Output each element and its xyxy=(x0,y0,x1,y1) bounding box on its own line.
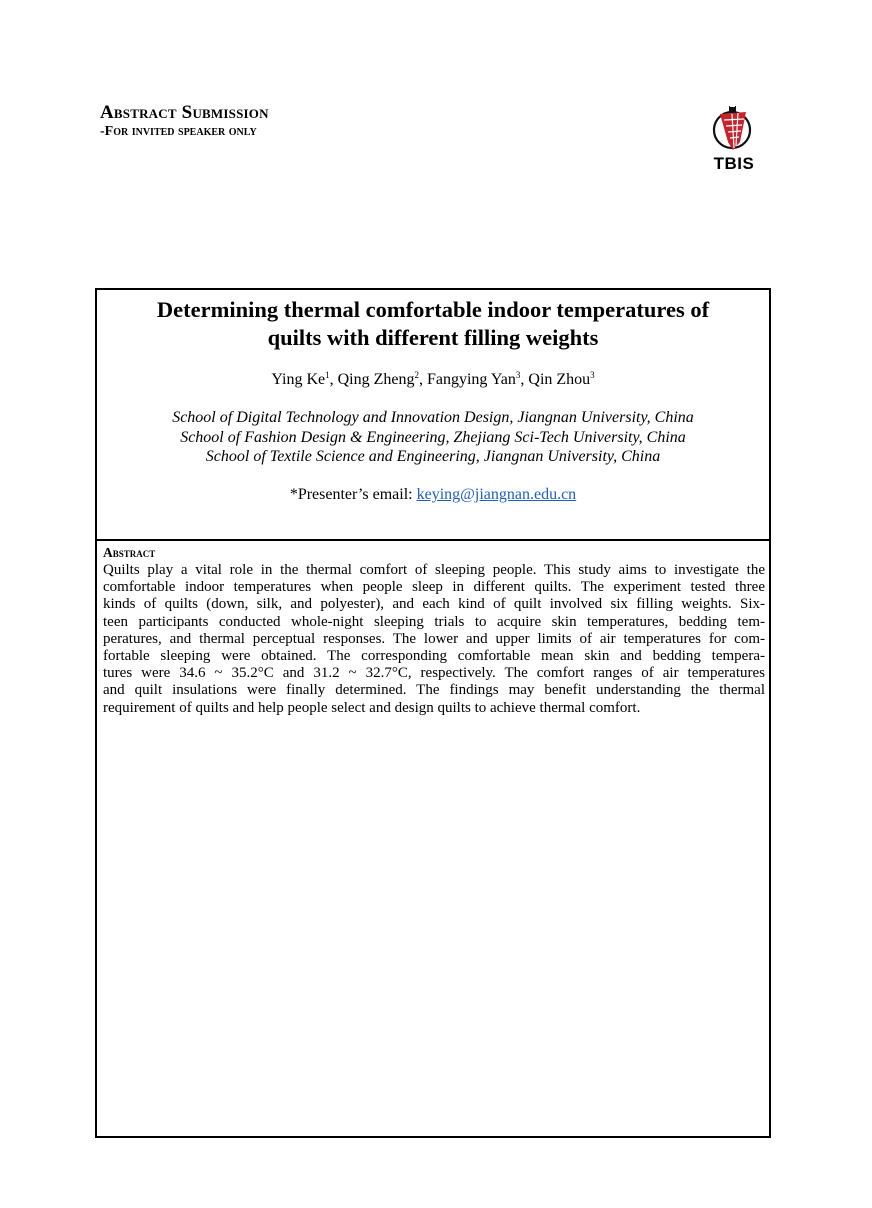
abstract-line: requirement of quilts and help people select and design quilts to achieve thermal comfort. xyxy=(103,699,641,716)
author-separator: , xyxy=(520,371,529,388)
header-subtitle: -For invited speaker only xyxy=(100,124,257,139)
paper-title xyxy=(97,296,769,352)
email-label: *Presenter’s email: xyxy=(289,486,417,503)
author-name: Fangying Yan xyxy=(426,371,516,388)
presenter-email-line xyxy=(97,486,769,504)
affiliation: School of Textile Science and Engineering, Jiangnan University, China xyxy=(205,448,661,465)
title-line: Determining thermal comfortable indoor temperatures of xyxy=(156,297,710,322)
abstract-line: fortable sleeping were obtained. The corresponding comfortable mean skin and bedding tempera- xyxy=(103,648,765,665)
author-name: Qin Zhou xyxy=(528,371,591,388)
header-title: Abstract Submission xyxy=(100,102,269,123)
abstract-line: kinds of quilts (down, silk, and polyester), and each kind of quilt involved six filling weights. Six- xyxy=(103,596,765,613)
title-line: quilts with different filling weights xyxy=(267,325,599,350)
author-name: Qing Zheng xyxy=(337,371,415,388)
affiliation-list xyxy=(97,408,769,467)
abstract-body xyxy=(103,562,765,717)
abstract-heading: Abstract xyxy=(103,545,156,560)
abstract-line: comfortable indoor temperatures when people sleep in different quilts. The experiment tested three xyxy=(103,579,765,596)
author-affil-index: 3 xyxy=(515,370,521,380)
author-affil-index: 1 xyxy=(325,370,330,380)
author-affil-index: 3 xyxy=(590,370,595,380)
abstract-line: peratures, and thermal perceptual responses. The lower and upper limits of air temperatures for com- xyxy=(103,630,765,647)
author-separator: , xyxy=(418,371,427,388)
author-name: Ying Ke xyxy=(271,371,326,388)
abstract-line: tures were 34.6 ~ 35.2°C and 31.2 ~ 32.7°C, respectively. The comfort ranges of air temperatures xyxy=(103,665,765,682)
logo-text: TBIS xyxy=(713,154,755,173)
abstract-box xyxy=(95,539,771,1138)
tbis-logo xyxy=(706,104,762,176)
abstract-line: Quilts play a vital role in the thermal comfort of sleeping people. This study aims to investigate the xyxy=(103,562,765,578)
author-separator: , xyxy=(329,371,338,388)
author-affil-index: 2 xyxy=(414,370,419,380)
abstract-line: teen participants conducted whole-night sleeping trials to acquire skin temperatures, bedding tem- xyxy=(103,613,765,630)
title-box xyxy=(95,288,771,541)
affiliation: School of Digital Technology and Innovation Design, Jiangnan University, China xyxy=(172,409,694,426)
tbis-emblem-icon xyxy=(706,104,762,154)
affiliation: School of Fashion Design & Engineering, Zhejiang Sci-Tech University, China xyxy=(180,428,686,446)
submission-header xyxy=(100,102,269,140)
author-list xyxy=(97,370,769,389)
abstract-line: and quilt insulations were finally determined. The findings may benefit understanding the thermal xyxy=(103,682,765,699)
email-link[interactable]: keying@jiangnan.edu.cn xyxy=(416,486,577,503)
